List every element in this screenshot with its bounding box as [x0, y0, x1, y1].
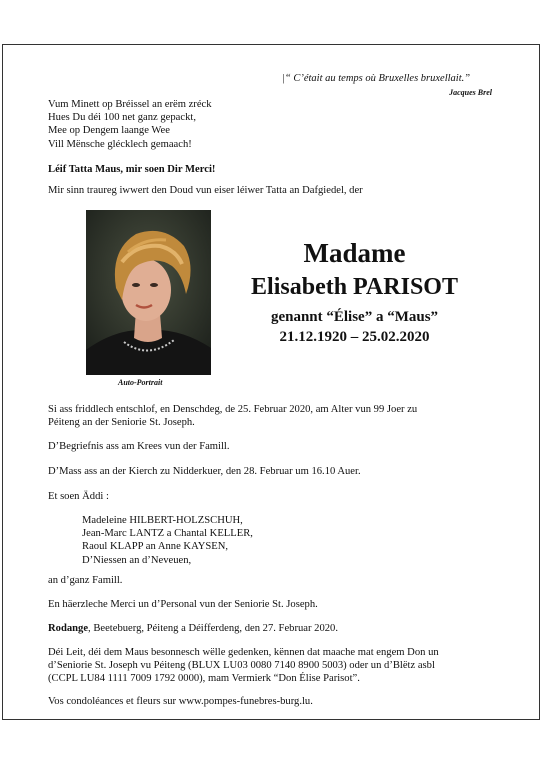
place-name: Rodange	[48, 623, 89, 634]
poem-line: Vill Mënsche glécklech gemaach!	[48, 138, 192, 150]
donation-line2: d’Seniorie St. Joseph vu Péiteng (BLUX LU03 0080 7140 8900 5003) oder un d’Blëtz asbl	[48, 660, 435, 671]
portrait-image	[86, 210, 211, 375]
list-item: Jean-Marc LANTZ a Chantal KELLER,	[82, 528, 253, 540]
deceased-nickname: genannt “Élise” a “Maus”	[270, 309, 439, 325]
mourners-list	[82, 514, 253, 567]
epigraph-quote: |“ C’était au temps où Bruxelles bruxellait.”	[282, 73, 471, 84]
epigraph-author: Jacques Brel	[449, 88, 492, 97]
death-announcement-line2: Péiteng an der Seniorie St. Joseph.	[48, 417, 195, 428]
mourners-intro: Et soen Äddi :	[48, 491, 109, 502]
burial-notice: D’Begriefnis ass am Krees vun der Famill.	[48, 441, 230, 452]
deceased-name-block	[252, 235, 457, 347]
donation-line1: Déi Leit, déi dem Maus besonnesch wëlle gedenken, kënnen dat maache mat engem Don un	[48, 647, 439, 658]
place-date-line	[48, 622, 338, 635]
deceased-title: Madame	[303, 238, 406, 268]
intro-line: Mir sinn traureg iwwert den Doud vun eiser léiwer Tatta an Dafgiedel, der	[48, 185, 363, 196]
place-date-rest: , Beetebuerg, Péiteng a Déifferdeng, den 27. Februar 2020.	[88, 623, 338, 634]
poem-line: Vum Minett op Bréissel an erëm zréck	[48, 99, 212, 110]
poem-line: Mee op Dengem laange Wee	[48, 125, 170, 137]
thanks-line: Léif Tatta Maus, mir soen Dir Merci!	[48, 164, 216, 175]
condolences-line: Vos condoléances et fleurs sur www.pompes-funebres-burg.lu.	[48, 696, 313, 707]
poem-line: Hues Du déi 100 net ganz gepackt,	[48, 112, 196, 124]
portrait-caption: Auto-Portrait	[118, 378, 163, 387]
poem	[48, 98, 212, 151]
deceased-name: Elisabeth PARISOT	[251, 274, 458, 300]
staff-thanks: En häerzleche Merci un d’Personal vun der Seniorie St. Joseph.	[48, 599, 318, 610]
list-item: Madeleine HILBERT-HOLZSCHUH,	[82, 515, 243, 526]
deceased-dates: 21.12.1920 – 25.02.2020	[279, 329, 430, 345]
list-item: Raoul KLAPP an Anne KAYSEN,	[82, 541, 229, 553]
list-item: D’Niessen an d’Neveuen,	[82, 554, 192, 566]
death-announcement-line1: Si ass friddlech entschlof, en Denschdeg, de 25. Februar 2020, am Alter vun 99 Joer zu	[48, 404, 418, 415]
mass-notice: D’Mass ass an der Kierch zu Nidderkuer, den 28. Februar um 16.10 Auer.	[48, 466, 361, 477]
family-line: an d’ganz Famill.	[48, 575, 123, 586]
donation-line3: (CCPL LU84 1111 7009 1792 0000), mam Vermierk “Don Élise Parisot”.	[48, 673, 360, 684]
portrait-painting	[86, 210, 211, 375]
